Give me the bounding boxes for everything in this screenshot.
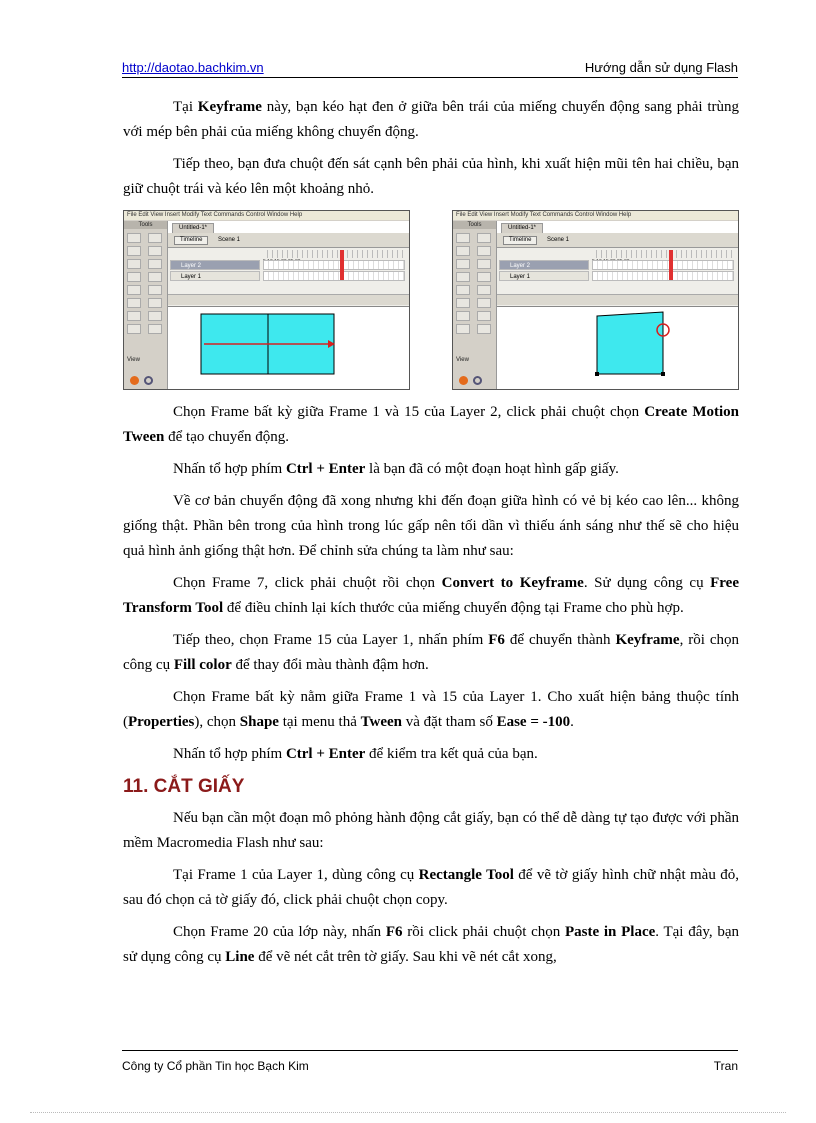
frame-track (263, 260, 405, 270)
text-run: Tại Frame 1 của Layer 1, dùng công cụ (173, 867, 419, 883)
text-run: để chuyển thành (504, 632, 616, 648)
text-run: để điều chỉnh lại kích thước của miếng chuyển động tại Frame cho phù hợp. (223, 600, 684, 616)
frame-ruler (263, 250, 405, 258)
header-title: Hướng dẫn sử dụng Flash (584, 60, 738, 75)
page-bottom-rule (30, 1112, 786, 1113)
transformed-shape (597, 312, 663, 374)
bold-term: Ctrl + Enter (285, 746, 366, 762)
bold-term: Line (225, 949, 255, 965)
corner-handle (661, 372, 665, 376)
timeline-panel (497, 248, 738, 307)
stage-drawing (168, 308, 408, 388)
text-run: Nếu bạn cần một đoạn mô phỏng hành động cắt giấy, bạn có thể dễ dàng tự tạo được với phần mềm Macromedia Flash như sau: (123, 810, 739, 851)
text-run: Chọn Frame bất kỳ nằm giữa Frame 1 và 15 của Layer 1. Cho xuất hiện bảng thuộc tính ( (123, 689, 739, 730)
stage (497, 308, 738, 389)
bold-term: Ctrl + Enter (285, 461, 366, 477)
tool-grid (124, 229, 167, 338)
tools-panel (453, 221, 497, 389)
flash-screenshot-right (452, 210, 739, 390)
frame-track (592, 260, 734, 270)
bold-term: Paste in Place (565, 924, 656, 940)
bold-term: Keyframe (197, 99, 262, 115)
page-footer (122, 1050, 738, 1073)
text-run: và đặt tham số (402, 714, 497, 730)
layer-row: Layer 2 (170, 260, 260, 270)
paragraphs-before (123, 95, 739, 202)
text-run: Nhấn tổ hợp phím (173, 461, 286, 477)
text-run: để thay đổi màu thành đậm hơn. (231, 657, 429, 673)
timeline-bar (497, 233, 738, 248)
zoom-icon (144, 376, 153, 385)
paragraph (123, 489, 739, 564)
paragraph (123, 806, 739, 856)
paragraphs-after (123, 400, 739, 767)
paragraph (123, 152, 739, 202)
bold-term: Properties (128, 714, 195, 730)
paragraph (123, 685, 739, 735)
layer-row: Layer 1 (170, 271, 260, 281)
document-tab: Untitled-1* (501, 223, 543, 233)
document-tab: Untitled-1* (172, 223, 214, 233)
bold-term: Fill color (173, 657, 232, 673)
paragraph (123, 863, 739, 913)
text-run: Tiếp theo, bạn đưa chuột đến sát cạnh bên phải của hình, khi xuất hiện mũi tên hai chiều, bạn giữ chuột trái và kéo lên một khoảng nhỏ. (123, 156, 739, 197)
corner-handle (595, 372, 599, 376)
text-run: để vẽ nét cắt trên tờ giấy. Sau khi vẽ nét cắt xong, (254, 949, 557, 965)
timeline-button: Timeline (174, 236, 208, 245)
paragraph (123, 400, 739, 450)
view-label: View (456, 357, 469, 363)
bold-term: Shape (239, 714, 279, 730)
scene-label: Scene 1 (547, 237, 570, 243)
bold-term: Convert to Keyframe (441, 575, 584, 591)
timeline-status-bar (497, 294, 738, 305)
bold-term: Tween (360, 714, 403, 730)
stage-drawing (497, 308, 737, 388)
text-run: Chọn Frame 7, click phải chuột rồi chọn (173, 575, 442, 591)
paragraph (123, 95, 739, 145)
tools-label: Tools (453, 221, 496, 229)
screenshot-row (123, 210, 739, 390)
bold-term: Create Motion Tween (123, 404, 739, 445)
timeline-status-bar (168, 294, 409, 305)
header-url-link[interactable]: http://daotao.bachkim.vn (122, 60, 264, 75)
text-run: này, bạn kéo hạt đen ở giữa bên trái của miếng chuyển động sang phải trùng với mép bên phải của miếng không chuyển động. (123, 99, 739, 140)
text-run: để vẽ tờ giấy hình chữ nhật màu đỏ, sau đó chọn cả tờ giấy đó, click phải chuột chọn copy. (123, 867, 739, 908)
text-run: Nhấn tổ hợp phím (173, 746, 286, 762)
text-run: Tại (173, 99, 198, 115)
text-run: để kiểm tra kết quả của bạn. (365, 746, 538, 762)
menu-bar: File Edit View Insert Modify Text Commands Control Window Help (124, 211, 409, 220)
paragraph (123, 920, 739, 970)
section-heading: 11. CẮT GIẤY (123, 776, 245, 797)
text-run: là bạn đã có một đoạn hoạt hình gấp giấy. (365, 461, 619, 477)
bold-term: Ease = -100 (496, 714, 571, 730)
footer-page: Tran (713, 1059, 738, 1073)
scene-label: Scene 1 (218, 237, 241, 243)
paragraph (123, 742, 739, 767)
document-area (168, 221, 409, 389)
hand-icon (130, 376, 139, 385)
paragraph (123, 571, 739, 621)
timeline-bar (168, 233, 409, 248)
paragraphs-section (123, 806, 739, 970)
frame-track (263, 271, 405, 281)
page-header (122, 57, 738, 78)
text-run: ), chọn (194, 714, 240, 730)
playhead (340, 250, 344, 280)
menu-bar: File Edit View Insert Modify Text Commands Control Window Help (453, 211, 738, 220)
bold-term: Free Transform Tool (123, 575, 739, 616)
timeline-panel (168, 248, 409, 307)
stage (168, 308, 409, 389)
text-run: Tiếp theo, chọn Frame 15 của Layer 1, nhấn phím (173, 632, 489, 648)
tool-grid (453, 229, 496, 338)
bold-term: F6 (385, 924, 403, 940)
zoom-icon (473, 376, 482, 385)
frame-track (592, 271, 734, 281)
paragraph (123, 457, 739, 482)
text-run: rồi click phải chuột chọn (402, 924, 566, 940)
bold-term: Keyframe (615, 632, 680, 648)
paragraph (123, 628, 739, 678)
document-area (497, 221, 738, 389)
bold-term: F6 (488, 632, 505, 648)
page-body (123, 95, 739, 977)
layer-row: Layer 1 (499, 271, 589, 281)
layer-row: Layer 2 (499, 260, 589, 270)
flash-screenshot-left (123, 210, 410, 390)
text-run: Chọn Frame bất kỳ giữa Frame 1 và 15 của Layer 2, click phải chuột chọn (173, 404, 645, 420)
text-run: . (570, 714, 574, 730)
tools-label: Tools (124, 221, 167, 229)
frame-ruler (592, 250, 734, 258)
text-run: . Tại đây, bạn sử dụng công cụ (123, 924, 740, 965)
text-run: tại menu thả (278, 714, 361, 730)
footer-company: Công ty Cổ phần Tin học Bạch Kim (122, 1059, 309, 1073)
text-run: Chọn Frame 20 của lớp này, nhấn (173, 924, 386, 940)
text-run: . Sử dụng công cụ (583, 575, 711, 591)
view-label: View (127, 357, 140, 363)
timeline-button: Timeline (503, 236, 537, 245)
hand-icon (459, 376, 468, 385)
tools-panel (124, 221, 168, 389)
playhead (669, 250, 673, 280)
bold-term: Rectangle Tool (418, 867, 514, 883)
text-run: Về cơ bản chuyển động đã xong nhưng khi đến đoạn giữa hình có vẻ bị kéo cao lên... không giống thật. Phần bên trong của hình trong lúc gấp nên tối dần vì thiếu ánh sáng như thế sẽ cho hiệu quả hình ảnh giống thật hơn. Để chỉnh sửa chúng ta làm như sau: (123, 493, 739, 559)
text-run: , rồi chọn công cụ (123, 632, 739, 673)
text-run: để tạo chuyển động. (164, 429, 289, 445)
